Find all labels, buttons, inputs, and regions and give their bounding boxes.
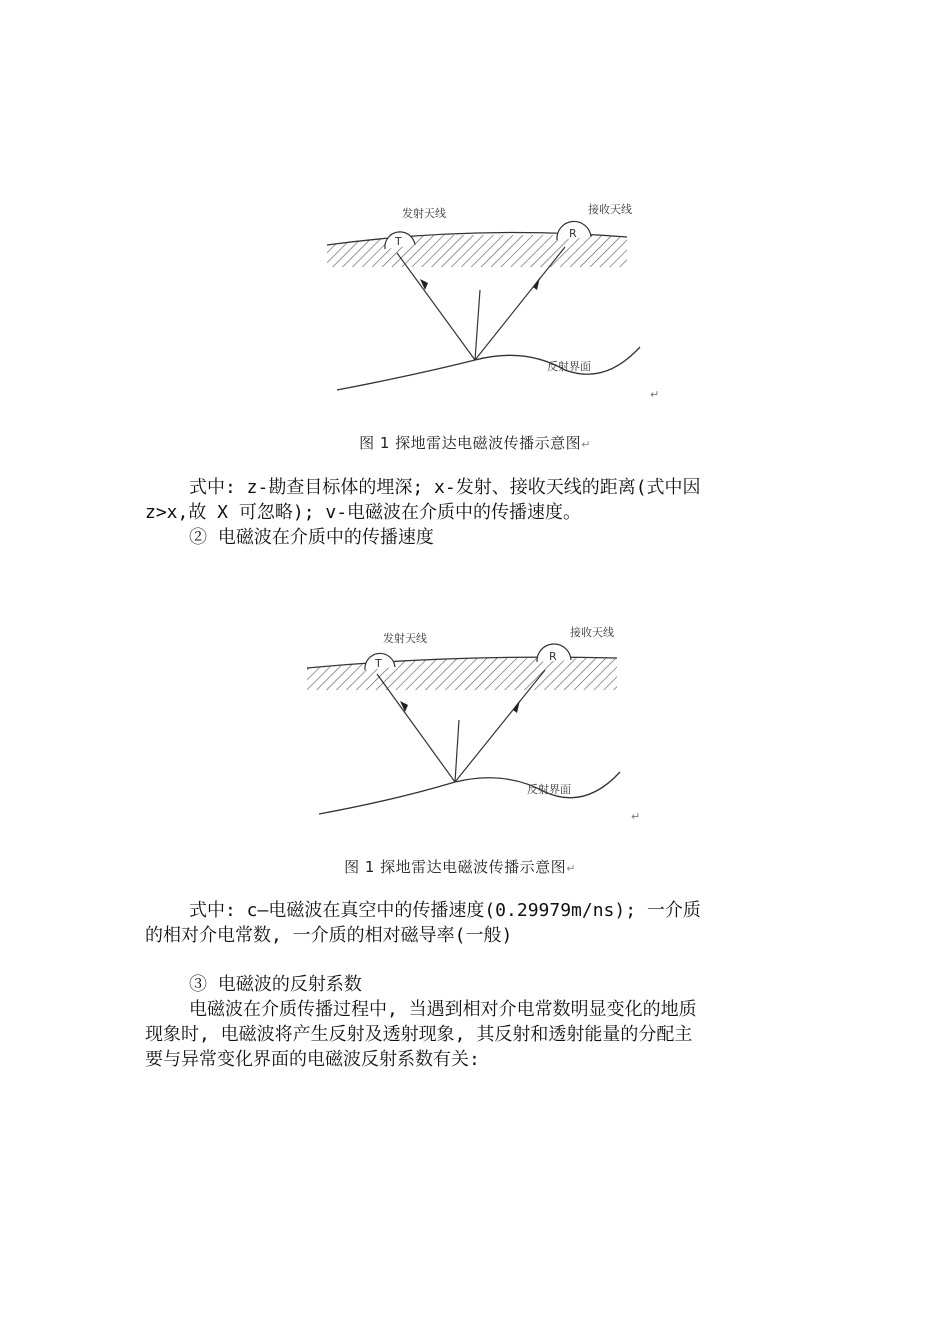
transmit-antenna-label: 发射天线 [383,632,427,645]
paragraph-5-line-1: 电磁波在介质传播过程中, 当遇到相对介电常数明显变化的地质 [189,999,697,1020]
normal-line [455,720,459,782]
paragraph-1 [145,475,805,550]
gpr-diagram-2 [305,622,645,827]
paragraph-5 [145,972,805,1072]
figure-1 [325,195,665,410]
return-mark: ↵ [650,388,660,401]
return-mark: ↵ [631,810,641,823]
gpr-diagram-1 [325,195,665,410]
paragraph-3-line-2: 的相对介电常数, 一介质的相对磁导率(一般) [145,925,513,946]
paragraph-3-line-1: 式中: c—电磁波在真空中的传播速度(0.29979m/ns); 一介质 [189,900,701,921]
reflection-interface [319,772,620,814]
t-letter: T [375,657,382,670]
t-letter: T [395,235,402,248]
reflected-arrow [513,700,520,713]
reflection-interface [337,347,640,390]
paragraph-5-line-2: 现象时, 电磁波将产生反射及透射现象, 其反射和透射能量的分配主 [145,1024,693,1045]
interface-label: 反射界面 [527,783,571,796]
section-3-heading: ③ 电磁波的反射系数 [189,974,362,995]
transmit-antenna-label: 发射天线 [402,207,446,220]
figure-2-caption: 图 1 探地雷达电磁波传播示意图↵ [344,858,576,876]
normal-line [475,290,480,360]
ground-hatching [305,656,620,690]
incident-arrow [420,279,428,290]
r-letter: R [569,227,577,240]
incident-ray [377,674,455,782]
figure-1-caption: 图 1 探地雷达电磁波传播示意图↵ [359,434,591,452]
paragraph-1-line-2: z>x,故 X 可忽略); v-电磁波在介质中的传播速度。 [145,502,582,523]
figure-2 [305,622,645,827]
paragraph-1-line-1: 式中: z-勘查目标体的埋深; x-发射、接收天线的距离(式中因 [189,477,701,498]
paragraph-3 [145,898,805,948]
interface-label: 反射界面 [547,360,591,373]
receive-antenna-label: 接收天线 [570,626,614,639]
receive-antenna-label: 接收天线 [588,203,632,216]
section-2-heading: ② 电磁波在介质中的传播速度 [189,527,434,548]
incident-ray [397,253,475,360]
reflected-arrow [533,277,540,290]
r-letter: R [549,650,557,663]
paragraph-5-line-3: 要与异常变化界面的电磁波反射系数有关: [145,1049,480,1070]
